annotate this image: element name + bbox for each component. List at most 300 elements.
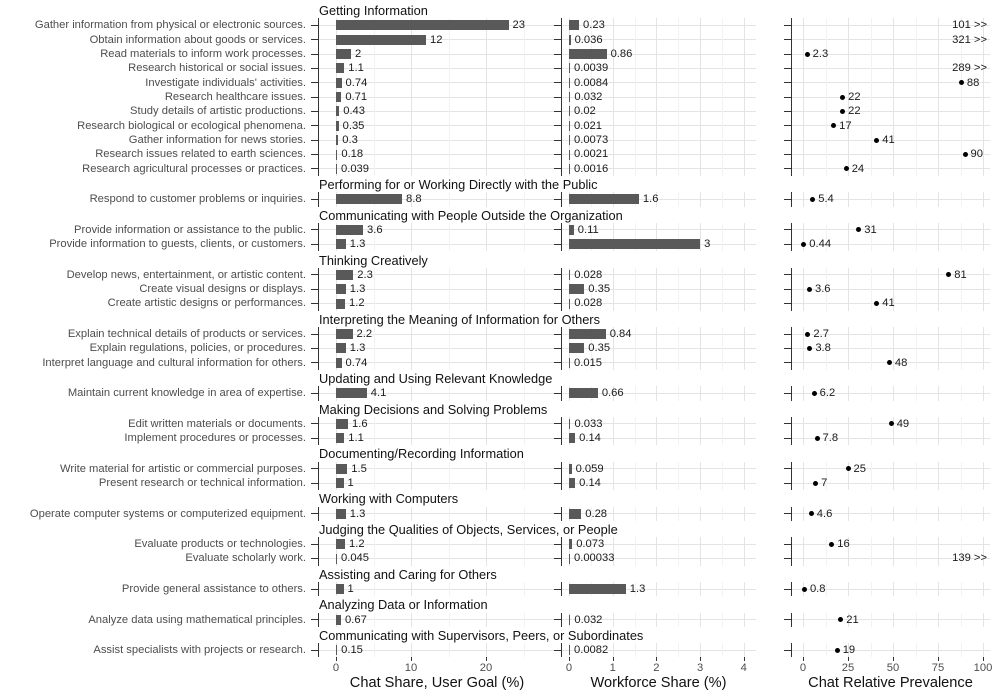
gridline-major (700, 18, 701, 32)
y-tick-mark (554, 362, 561, 363)
gridline-minor (524, 507, 525, 521)
gridline-minor (961, 417, 962, 431)
prevalence-panel (791, 462, 990, 476)
gridline-major (656, 61, 657, 75)
gridline-minor (678, 417, 679, 431)
task-row (0, 18, 997, 32)
section-header: Updating and Using Relevant Knowledge (319, 371, 553, 386)
gridline-minor (871, 147, 872, 161)
y-axis-line (791, 61, 792, 75)
gridline-minor (916, 104, 917, 118)
chat-share-bar (336, 20, 509, 30)
task-row (0, 386, 997, 400)
x-tick-label: 25 (841, 661, 855, 674)
x-tick-label: 20 (479, 661, 493, 674)
x-tick-mark (336, 657, 337, 661)
workforce-share-bar (569, 194, 639, 204)
bar-value-label: 1.1 (348, 62, 364, 75)
gridline-minor (374, 237, 375, 251)
gridline-major (893, 386, 894, 400)
chat-share-panel (318, 76, 556, 90)
x-tick-mark (938, 657, 939, 661)
gridline-major (803, 417, 804, 431)
row-gridline (319, 274, 556, 275)
bar-value-label: 1.3 (349, 507, 366, 520)
gridline-minor (722, 341, 723, 355)
workforce-share-panel (561, 507, 756, 521)
prevalence-dot (801, 242, 806, 247)
y-tick-mark (311, 125, 318, 126)
gridline-major (744, 476, 745, 490)
y-tick-mark (554, 438, 561, 439)
gridline-minor (826, 268, 827, 282)
gridline-major (613, 76, 614, 90)
x-tick-mark (613, 657, 614, 661)
prevalence-value-label: 48 (894, 356, 908, 369)
gridline-major (700, 147, 701, 161)
y-axis-line (561, 417, 562, 431)
gridline-minor (916, 537, 917, 551)
task-label: Explain regulations, policies, or procedures. (89, 342, 306, 355)
gridline-minor (722, 386, 723, 400)
gridline-minor (524, 341, 525, 355)
workforce-share-panel (561, 356, 756, 370)
section-header: Interpreting the Meaning of Information for Others (319, 311, 600, 327)
workforce-share-bar (569, 509, 581, 519)
chat-share-panel (318, 613, 556, 627)
row-gridline (319, 589, 556, 590)
y-axis-line (318, 476, 319, 490)
gridline-major (744, 462, 745, 476)
prevalence-panel (791, 327, 990, 341)
gridline-minor (524, 268, 525, 282)
gridline-minor (678, 104, 679, 118)
gridline-minor (961, 431, 962, 445)
task-label: Provide information or assistance to the public. (74, 223, 306, 236)
gridline-major (411, 119, 412, 133)
gridline-major (700, 33, 701, 47)
task-row (0, 341, 997, 355)
gridline-minor (722, 507, 723, 521)
gridline-minor (871, 90, 872, 104)
gridline-minor (871, 104, 872, 118)
workforce-share-bar (569, 433, 575, 443)
gridline-minor (916, 61, 917, 75)
y-axis-line (791, 296, 792, 310)
gridline-minor (374, 462, 375, 476)
chat-share-bar (336, 135, 338, 145)
gridline-major (411, 133, 412, 147)
gridline-major (411, 223, 412, 237)
gridline-major (848, 47, 849, 61)
task-label: Maintain current knowledge in area of expertise. (67, 387, 306, 400)
gridline-major (700, 133, 701, 147)
gridline-minor (635, 223, 636, 237)
gridline-minor (826, 551, 827, 565)
gridline-major (411, 162, 412, 176)
y-axis-line (561, 237, 562, 251)
chat-share-bar (336, 63, 344, 73)
workforce-share-bar (569, 388, 598, 398)
y-axis-line (561, 537, 562, 551)
gridline-minor (374, 90, 375, 104)
prevalence-panel (791, 417, 990, 431)
y-tick-mark (311, 362, 318, 363)
y-tick-mark (784, 483, 791, 484)
y-tick-mark (311, 168, 318, 169)
bar-value-label: 4.1 (370, 387, 387, 400)
prevalence-offscale-label: 321 >> (952, 33, 987, 46)
y-tick-mark (784, 97, 791, 98)
prevalence-value-label: 3.8 (815, 342, 831, 355)
gridline-major (983, 282, 984, 296)
gridline-major (700, 582, 701, 596)
gridline-minor (871, 192, 872, 206)
gridline-minor (961, 237, 962, 251)
gridline-minor (635, 104, 636, 118)
y-tick-mark (311, 513, 318, 514)
gridline-minor (678, 61, 679, 75)
gridline-major (700, 537, 701, 551)
gridline-minor (678, 476, 679, 490)
gridline-major (613, 296, 614, 310)
gridline-major (893, 282, 894, 296)
chat-share-bar (336, 78, 342, 88)
y-axis-line (791, 551, 792, 565)
gridline-major (983, 476, 984, 490)
gridline-minor (635, 356, 636, 370)
gridline-minor (871, 476, 872, 490)
task-label: Research issues related to earth sciences. (95, 148, 306, 161)
gridline-minor (961, 104, 962, 118)
task-row (0, 61, 997, 75)
gridline-major (983, 237, 984, 251)
chat-share-bar (336, 270, 353, 280)
gridline-major (893, 537, 894, 551)
chat-share-panel (318, 327, 556, 341)
gridline-minor (916, 507, 917, 521)
gridline-minor (524, 119, 525, 133)
gridline-major (486, 613, 487, 627)
gridline-minor (722, 162, 723, 176)
gridline-major (803, 386, 804, 400)
gridline-major (744, 551, 745, 565)
gridline-major (848, 507, 849, 521)
gridline-minor (635, 327, 636, 341)
gridline-minor (635, 33, 636, 47)
chat-share-panel (318, 192, 556, 206)
gridline-minor (916, 47, 917, 61)
workforce-share-bar (569, 121, 570, 131)
x-axis-title-workforce-share: Workforce Share (%) (590, 675, 727, 691)
gridline-minor (916, 551, 917, 565)
y-tick-mark (784, 303, 791, 304)
y-tick-mark (554, 393, 561, 394)
gridline-minor (961, 476, 962, 490)
gridline-minor (678, 192, 679, 206)
gridline-major (744, 507, 745, 521)
gridline-minor (678, 119, 679, 133)
task-label: Assist specialists with projects or research. (93, 644, 306, 657)
gridline-minor (374, 47, 375, 61)
gridline-major (983, 643, 984, 657)
prevalence-dot (959, 80, 964, 85)
chat-share-bar (336, 615, 341, 625)
section-header: Performing for or Working Directly with the Public (319, 177, 598, 193)
gridline-major (411, 268, 412, 282)
gridline-minor (374, 551, 375, 565)
y-axis-line (561, 296, 562, 310)
gridline-major (893, 507, 894, 521)
y-tick-mark (784, 438, 791, 439)
y-axis-line (791, 147, 792, 161)
gridline-major (486, 462, 487, 476)
gridline-minor (722, 147, 723, 161)
section-header: Making Decisions and Solving Problems (319, 401, 548, 417)
workforce-share-bar (569, 49, 607, 59)
gridline-minor (722, 356, 723, 370)
y-tick-mark (784, 334, 791, 335)
workforce-share-panel (561, 237, 756, 251)
gridline-major (613, 507, 614, 521)
gridline-major (700, 462, 701, 476)
bar-value-label: 0.028 (574, 297, 603, 310)
prevalence-value-label: 25 (853, 462, 866, 475)
y-tick-mark (784, 229, 791, 230)
gridline-major (893, 582, 894, 596)
gridline-major (938, 47, 939, 61)
task-row (0, 162, 997, 176)
bar-value-label: 1.6 (352, 417, 368, 430)
y-axis-line (318, 18, 319, 32)
section-header: Judging the Qualities of Objects, Services, or People (319, 521, 618, 537)
workforce-share-bar (569, 615, 570, 625)
gridline-minor (961, 282, 962, 296)
gridline-major (744, 18, 745, 32)
y-axis-line (791, 417, 792, 431)
y-axis-line (318, 613, 319, 627)
gridline-major (803, 47, 804, 61)
gridline-major (744, 237, 745, 251)
gridline-minor (722, 33, 723, 47)
workforce-share-panel (561, 643, 756, 657)
bar-value-label: 0.0082 (574, 644, 609, 657)
gridline-major (411, 356, 412, 370)
chat-share-panel (318, 162, 556, 176)
bar-value-label: 1.3 (349, 342, 366, 355)
gridline-minor (916, 76, 917, 90)
y-tick-mark (554, 229, 561, 230)
chat-share-bar (336, 299, 345, 309)
y-tick-mark (784, 619, 791, 620)
prevalence-value-label: 31 (864, 223, 877, 236)
prevalence-panel (791, 47, 990, 61)
gridline-major (700, 76, 701, 90)
gridline-major (700, 268, 701, 282)
gridline-major (700, 417, 701, 431)
prevalence-value-label: 2.3 (812, 47, 829, 60)
gridline-minor (449, 582, 450, 596)
gridline-major (744, 90, 745, 104)
y-axis-line (318, 431, 319, 445)
gridline-major (893, 47, 894, 61)
gridline-major (803, 643, 804, 657)
workforce-share-bar (569, 270, 570, 280)
gridline-minor (678, 356, 679, 370)
gridline-major (983, 356, 984, 370)
gridline-major (656, 537, 657, 551)
gridline-minor (826, 33, 827, 47)
gridline-minor (871, 462, 872, 476)
task-row (0, 192, 997, 206)
gridline-major (744, 356, 745, 370)
y-axis-line (318, 237, 319, 251)
workforce-share-panel (561, 613, 756, 627)
y-axis-line (791, 33, 792, 47)
gridline-major (411, 462, 412, 476)
task-row (0, 582, 997, 596)
chat-share-panel (318, 356, 556, 370)
task-label: Gather information for news stories. (128, 134, 306, 146)
row-gridline (319, 483, 556, 484)
prevalence-dot (829, 542, 834, 547)
gridline-minor (635, 386, 636, 400)
y-axis-line (791, 356, 792, 370)
gridline-minor (449, 282, 450, 296)
gridline-major (613, 18, 614, 32)
y-tick-mark (311, 244, 318, 245)
gridline-major (848, 356, 849, 370)
workforce-share-panel (561, 47, 756, 61)
gridline-major (938, 18, 939, 32)
gridline-minor (871, 61, 872, 75)
gridline-minor (871, 582, 872, 596)
gridline-minor (374, 147, 375, 161)
prevalence-panel (791, 133, 990, 147)
chat-share-panel (318, 133, 556, 147)
gridline-major (656, 104, 657, 118)
prevalence-panel (791, 476, 990, 490)
gridline-major (700, 507, 701, 521)
y-tick-mark (311, 558, 318, 559)
gridline-major (700, 327, 701, 341)
gridline-minor (961, 462, 962, 476)
workforce-share-panel (561, 104, 756, 118)
y-tick-mark (311, 423, 318, 424)
workforce-share-panel (561, 223, 756, 237)
y-axis-line (318, 61, 319, 75)
gridline-minor (871, 507, 872, 521)
gridline-minor (678, 162, 679, 176)
gridline-major (486, 476, 487, 490)
y-axis-line (318, 223, 319, 237)
y-axis-line (791, 162, 792, 176)
gridline-major (938, 356, 939, 370)
y-axis-line (318, 582, 319, 596)
gridline-minor (449, 104, 450, 118)
y-tick-mark (311, 82, 318, 83)
gridline-minor (916, 192, 917, 206)
y-tick-mark (784, 244, 791, 245)
gridline-major (803, 90, 804, 104)
gridline-minor (635, 462, 636, 476)
gridline-major (744, 537, 745, 551)
gridline-minor (678, 537, 679, 551)
bar-value-label: 2 (355, 47, 362, 60)
workforce-share-panel (561, 76, 756, 90)
gridline-minor (722, 47, 723, 61)
y-tick-mark (554, 544, 561, 545)
task-label: Create artistic designs or performances. (107, 297, 306, 310)
gridline-minor (449, 356, 450, 370)
workforce-share-panel (561, 296, 756, 310)
gridline-major (656, 33, 657, 47)
gridline-minor (826, 643, 827, 657)
gridline-major (893, 18, 894, 32)
chat-share-panel (318, 268, 556, 282)
gridline-minor (961, 223, 962, 237)
gridline-major (486, 76, 487, 90)
gridline-minor (524, 61, 525, 75)
gridline-major (700, 386, 701, 400)
gridline-major (700, 47, 701, 61)
prevalence-offscale-label: 289 >> (952, 62, 987, 75)
bar-value-label: 1 (347, 583, 354, 595)
gridline-major (700, 296, 701, 310)
gridline-major (700, 61, 701, 75)
prevalence-panel (791, 537, 990, 551)
y-axis-line (561, 341, 562, 355)
gridline-minor (678, 282, 679, 296)
gridline-minor (449, 613, 450, 627)
y-axis-line (561, 192, 562, 206)
workforce-share-bar (569, 150, 570, 160)
gridline-major (744, 282, 745, 296)
gridline-major (411, 237, 412, 251)
gridline-minor (871, 268, 872, 282)
gridline-major (983, 417, 984, 431)
gridline-major (848, 431, 849, 445)
gridline-minor (722, 119, 723, 133)
gridline-minor (374, 613, 375, 627)
y-axis-line (791, 476, 792, 490)
chat-share-panel (318, 90, 556, 104)
gridline-minor (374, 476, 375, 490)
chat-share-bar (336, 509, 346, 519)
gridline-major (983, 462, 984, 476)
gridline-major (656, 162, 657, 176)
gridline-major (983, 386, 984, 400)
chat-share-panel (318, 237, 556, 251)
gridline-minor (524, 551, 525, 565)
task-row (0, 613, 997, 627)
y-tick-mark (311, 39, 318, 40)
gridline-major (938, 162, 939, 176)
bar-value-label: 0.0073 (574, 134, 609, 146)
gridline-major (744, 192, 745, 206)
prevalence-panel (791, 582, 990, 596)
y-tick-mark (554, 303, 561, 304)
gridline-minor (635, 551, 636, 565)
gridline-major (656, 582, 657, 596)
gridline-major (803, 18, 804, 32)
y-tick-mark (311, 334, 318, 335)
gridline-minor (961, 119, 962, 133)
gridline-major (744, 76, 745, 90)
gridline-major (803, 33, 804, 47)
gridline-major (486, 507, 487, 521)
prevalence-dot (963, 152, 968, 157)
